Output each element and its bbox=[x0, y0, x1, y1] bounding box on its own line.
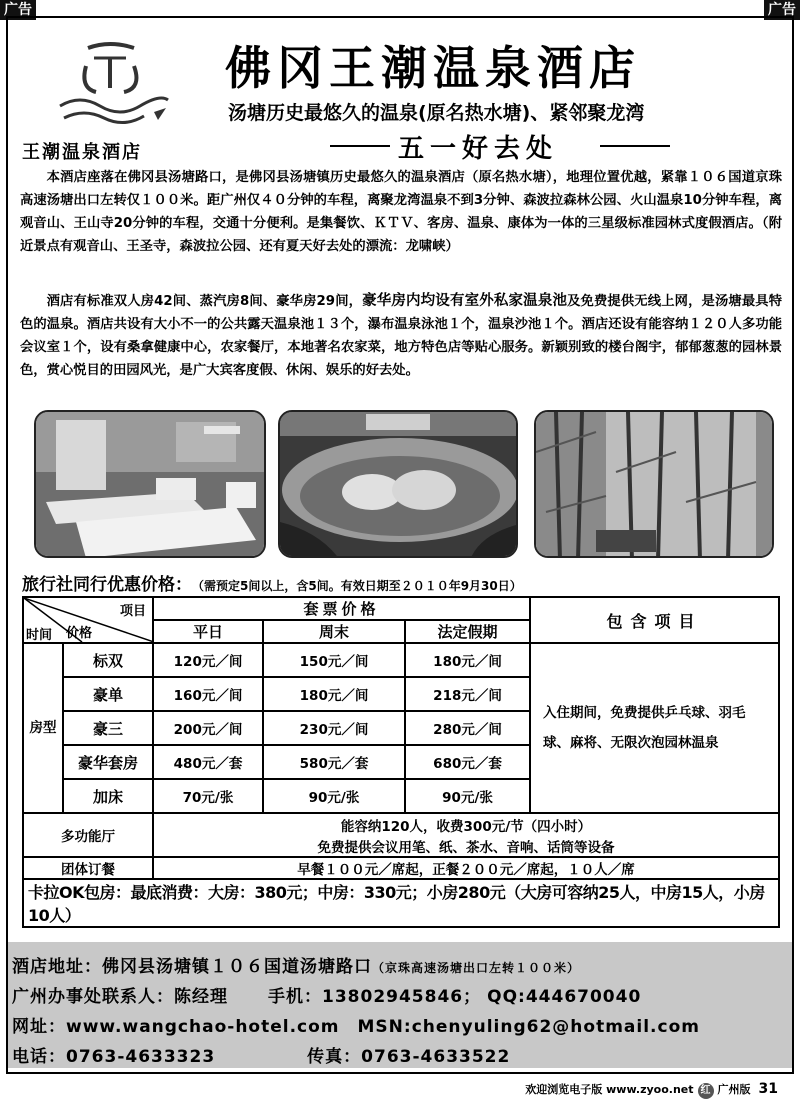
address-label: 酒店地址： bbox=[12, 957, 102, 977]
table-corner bbox=[23, 597, 153, 643]
room-name: 标双 bbox=[63, 643, 153, 677]
price-cell: 680元／套 bbox=[405, 745, 530, 779]
phone-line bbox=[12, 1042, 510, 1067]
col-holiday: 法定假期 bbox=[405, 620, 530, 643]
intro-paragraph-2 bbox=[20, 290, 782, 382]
qq-label: QQ: bbox=[487, 987, 526, 1007]
photo-guest-room bbox=[34, 410, 266, 558]
msn-address[interactable]: chenyuling62@hotmail.com bbox=[411, 1017, 700, 1037]
msn-label: MSN: bbox=[357, 1017, 412, 1037]
include-header: 包含项目 bbox=[530, 597, 779, 643]
price-cell: 90元/张 bbox=[263, 779, 405, 813]
price-cell: 70元/张 bbox=[153, 779, 263, 813]
corner-time-label: 时间 bbox=[26, 628, 53, 643]
group-dining-prices: 早餐１００元／席起，正餐２００元／席起，１０人／席 bbox=[153, 857, 779, 879]
price-cell: 120元／间 bbox=[153, 643, 263, 677]
price-cell: 90元/张 bbox=[405, 779, 530, 813]
meeting-capacity: 能容纳120人，收费300元/节（四小时） bbox=[153, 813, 779, 835]
included-items: 入住期间，免费提供乒乓球、羽毛球、麻将、无限次泡园林温泉 bbox=[530, 643, 779, 813]
price-cell: 230元／间 bbox=[263, 711, 405, 745]
address-line bbox=[12, 952, 580, 977]
qq-number: 444670040 bbox=[525, 987, 642, 1007]
room-name: 豪华套房 bbox=[63, 745, 153, 779]
group-dining-row bbox=[23, 857, 779, 879]
price-cell: 480元／套 bbox=[153, 745, 263, 779]
hotel-title: 佛冈王潮温泉酒店 bbox=[225, 41, 641, 95]
room-name: 加床 bbox=[63, 779, 153, 813]
footer-text: 欢迎浏览电子版 www.zyoo.net bbox=[525, 1083, 694, 1096]
intro-p2-highlight: 豪华房内均设有室外私家温泉池 bbox=[362, 293, 568, 309]
rate-table bbox=[22, 596, 780, 928]
intro-p2-rest: 及免费提供无线上网，是汤塘最具特色的温泉。酒店共设有大小不一的公共露天温泉池１３个，瀑布温泉泳池１个，温泉沙池１个。酒店还设有能容纳１２０人多功能会议室１个，设有桑拿健康中心，农家餐厅，本地著名农家菜，地方特色店等贴心服务。新颖别致的楼台阁宇，郁郁葱葱的园林景色，赏心悦目的田园风光，是广大宾客度假、休闲、娱乐的好去处。 bbox=[20, 294, 783, 378]
website-url[interactable]: www.wangchao-hotel.com bbox=[66, 1017, 340, 1037]
room-type-label: 房型 bbox=[23, 643, 63, 813]
mobile-number: 13802945846； bbox=[322, 987, 482, 1007]
intro-paragraph-1: 本酒店座落在佛冈县汤塘路口，是佛冈县汤塘镇历史最悠久的温泉酒店（原名热水塘），地理位置优越，紧靠１０６国道京珠高速汤塘出口左转仅１００米。距广州仅４０分钟的车程，离聚龙湾温泉不到3分钟、森波拉森林公园、火山温泉10分钟车程，离观音山、王山寺20分钟的车程，交通十分便利。是集餐饮、ＫＴＶ、客房、温泉、康体为一体的三星级标准园林式度假酒店。（附近景点有观音山、王圣寺，森波拉公园、还有夏天好去处的漂流：龙啸峡） bbox=[20, 170, 782, 254]
meeting-row-1 bbox=[23, 813, 779, 835]
office-contact: 陈经理 bbox=[174, 987, 228, 1007]
price-cell: 580元／套 bbox=[263, 745, 405, 779]
price-cell: 200元／间 bbox=[153, 711, 263, 745]
price-cell: 180元／间 bbox=[405, 643, 530, 677]
footer-edition: 广州版 bbox=[717, 1083, 751, 1096]
photo-bamboo-garden bbox=[534, 410, 774, 558]
brand-name: 王潮温泉酒店 bbox=[22, 142, 142, 163]
address-note: （京珠高速汤塘出口左转１００米） bbox=[372, 961, 581, 975]
tel-label: 电话： bbox=[12, 1047, 66, 1067]
meeting-label: 多功能厅 bbox=[23, 813, 153, 857]
photo-hot-spring-pool bbox=[278, 410, 518, 558]
contact-panel bbox=[8, 942, 792, 1068]
price-cell: 150元／间 bbox=[263, 643, 405, 677]
footer-badge-icon: 红 bbox=[698, 1083, 714, 1099]
ad-tag-left: 广告 bbox=[0, 0, 36, 20]
web-line bbox=[12, 1012, 700, 1037]
room-name: 豪单 bbox=[63, 677, 153, 711]
ktv-row bbox=[23, 879, 779, 927]
office-line bbox=[12, 982, 641, 1007]
office-label: 广州办事处联系人： bbox=[12, 987, 174, 1007]
hotel-subtitle: 汤塘历史最悠久的温泉(原名热水塘)、紧邻聚龙湾 bbox=[228, 102, 645, 124]
page-footer bbox=[525, 1081, 778, 1099]
price-cell: 180元／间 bbox=[263, 677, 405, 711]
address-value: 佛冈县汤塘镇１０６国道汤塘路口 bbox=[102, 957, 372, 977]
intro-p2-start: 酒店有标准双人房42间、蒸汽房8间、豪华房29间， bbox=[46, 294, 363, 309]
corner-item-label: 项目 bbox=[119, 604, 146, 619]
ktv-room-prices: 卡拉OK包房：最底消费：大房：380元；中房：330元；小房280元（大房可容纳25人，中房15人，小房10人） bbox=[23, 879, 779, 927]
corner-price-label: 价格 bbox=[66, 626, 93, 641]
promo-title: 旅行社同行优惠价格： bbox=[22, 575, 192, 595]
mobile-label: 手机： bbox=[268, 987, 322, 1007]
rate-table-header-row bbox=[23, 597, 779, 620]
group-dining-label: 团体订餐 bbox=[23, 857, 153, 879]
meeting-equipment: 免费提供会议用笔、纸、茶水、音响、话筒等设备 bbox=[153, 835, 779, 857]
hotel-logo-icon bbox=[50, 36, 170, 126]
page-number: 31 bbox=[758, 1081, 778, 1097]
col-weekend: 周末 bbox=[263, 620, 405, 643]
table-row bbox=[23, 643, 779, 677]
price-cell: 280元／间 bbox=[405, 711, 530, 745]
price-cell: 218元／间 bbox=[405, 677, 530, 711]
fax-label: 传真： bbox=[307, 1047, 362, 1067]
fax-number: 0763-4633522 bbox=[361, 1047, 511, 1067]
ad-tag-right: 广告 bbox=[764, 0, 800, 20]
promo-note: （需预定5间以上，含5间。有效日期至２０１０年9月30日） bbox=[198, 579, 522, 593]
room-name: 豪三 bbox=[63, 711, 153, 745]
slogan: 五一好去处 bbox=[390, 128, 566, 165]
slogan-rule-right bbox=[600, 145, 670, 147]
website-label: 网址： bbox=[12, 1017, 66, 1037]
price-cell: 160元／间 bbox=[153, 677, 263, 711]
slogan-banner bbox=[330, 130, 670, 164]
tel-number: 0763-4633323 bbox=[66, 1047, 216, 1067]
col-weekday: 平日 bbox=[153, 620, 263, 643]
ticket-price-header: 套票价格 bbox=[153, 597, 530, 620]
promo-heading bbox=[22, 570, 522, 595]
